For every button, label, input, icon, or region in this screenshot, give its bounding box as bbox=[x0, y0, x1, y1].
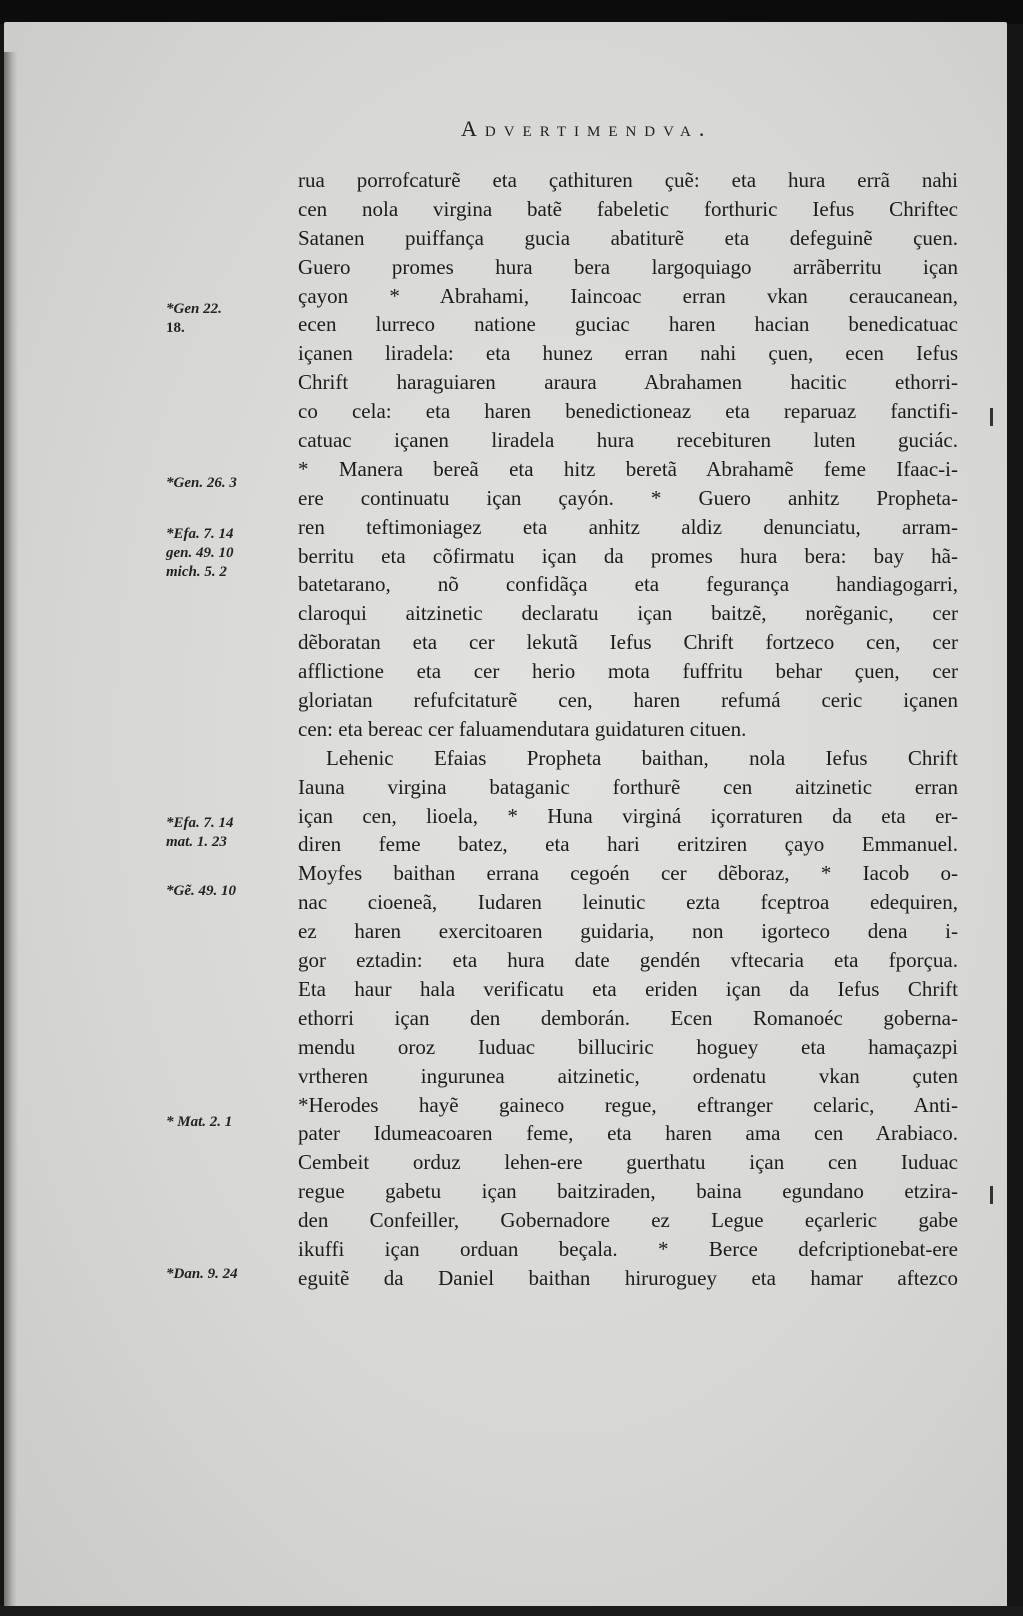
text-line: afflictione eta cer herio mota fuffritu behar çuen, cer bbox=[298, 659, 958, 684]
margin-note-line: gen. 49. 10 bbox=[166, 545, 234, 561]
margin-note-line: 18. bbox=[166, 320, 185, 336]
text-line: Lehenic Efaias Propheta baithan, nola Iefus Chrift bbox=[326, 745, 958, 770]
text-line: içanen liradela: eta hunez erran nahi çuen, ecen Iefus bbox=[298, 341, 958, 366]
text-line: eguitẽ da Daniel baithan hiruroguey eta hamar aftezco bbox=[298, 1265, 958, 1290]
margin-note bbox=[166, 882, 284, 901]
text-line: co cela: eta haren benedictioneaz eta reparuaz fanctifi- bbox=[298, 399, 958, 424]
margin-note-line: *Efa. 7. 14 bbox=[166, 526, 234, 542]
text-line: gor eztadin: eta hura date gendén vftecaria eta fporçua. bbox=[298, 948, 958, 973]
text-line: berritu eta cõfirmatu içan da promes hura bera: bay hã- bbox=[298, 543, 958, 568]
page-edge-mark bbox=[990, 408, 993, 426]
running-header: Advertimendva. bbox=[461, 116, 713, 141]
text-line: Moyfes baithan errana cegoén cer dẽboraz, * Iacob o- bbox=[298, 861, 958, 886]
margin-note bbox=[166, 1265, 284, 1284]
margin-note bbox=[166, 300, 284, 338]
text-line: gloriatan refufcitaturẽ cen, haren refumá ceric içanen bbox=[298, 688, 958, 713]
text-line: Eta haur hala verificatu eta eriden içan da Iefus Chrift bbox=[298, 976, 958, 1001]
scan-bottom-edge bbox=[0, 1606, 1023, 1616]
text-line: claroqui aitzinetic declaratu içan baitzẽ, norẽganic, cer bbox=[298, 601, 958, 626]
text-line: *Herodes hayẽ gaineco regue, eftranger celaric, Anti- bbox=[298, 1092, 958, 1117]
text-line: diren feme batez, eta hari eritziren çayo Emmanuel. bbox=[298, 832, 958, 857]
text-line: Guero promes hura bera largoquiago arrãberritu içan bbox=[298, 254, 958, 279]
text-line: nac cioeneã, Iudaren leinutic ezta fceptroa edequiren, bbox=[298, 890, 958, 915]
text-line: rua porrofcaturẽ eta çathituren çuẽ: eta hura errã nahi bbox=[298, 168, 958, 192]
body-text bbox=[298, 166, 958, 1293]
text-line: ethorri içan den demborán. Ecen Romanoéc goberna- bbox=[298, 1005, 958, 1030]
margin-note-line: * Mat. 2. 1 bbox=[166, 1114, 233, 1130]
text-line: cen: eta bereac cer faluamendutara guidaturen cituen. bbox=[298, 716, 747, 741]
margin-note-line: *Gen 22. bbox=[166, 301, 222, 317]
text-line: cen nola virgina batẽ fabeletic forthuric Iefus Chriftec bbox=[298, 196, 958, 221]
margin-note bbox=[166, 814, 284, 852]
text-line: ecen lurreco natione guciac haren hacian benedicatuac bbox=[298, 312, 958, 337]
margin-note-line: *Gen. 26. 3 bbox=[166, 475, 237, 491]
text-line: ikuffi içan orduan beçala. * Berce defcriptionebat-ere bbox=[298, 1236, 958, 1261]
margin-note-line: *Dan. 9. 24 bbox=[166, 1266, 238, 1282]
text-line: Satanen puiffança gucia abatiturẽ eta defeguinẽ çuen. bbox=[298, 225, 958, 250]
text-line: çayon * Abrahami, Iaincoac erran vkan ceraucanean, bbox=[298, 283, 958, 308]
margin-note bbox=[166, 474, 284, 493]
text-line: Cembeit orduz lehen-ere guerthatu içan cen Iuduac bbox=[298, 1150, 958, 1175]
text-line: dẽboratan eta cer lekutã Iefus Chrift fortzeco cen, cer bbox=[298, 630, 958, 655]
margin-note-line: *Gẽ. 49. 10 bbox=[166, 883, 236, 899]
text-line: Iauna virgina bataganic forthurẽ cen aitzinetic erran bbox=[298, 774, 958, 799]
text-line: vrtheren ingurunea aitzinetic, ordenatu vkan çuten bbox=[298, 1063, 958, 1088]
text-line: ren teftimoniagez eta anhitz aldiz denunciatu, arram- bbox=[298, 514, 958, 539]
text-line: den Confeiller, Gobernadore ez Legue eçarleric gabe bbox=[298, 1208, 958, 1233]
text-line: regue gabetu içan baitziraden, baina egundano etzira- bbox=[298, 1179, 958, 1204]
text-line: içan cen, lioela, * Huna virginá içorraturen da eta er- bbox=[298, 803, 958, 828]
page-binding-shadow bbox=[4, 52, 18, 1612]
margin-note-line: *Efa. 7. 14 bbox=[166, 815, 234, 831]
margin-note bbox=[166, 525, 284, 582]
text-line: ere continuatu içan çayón. * Guero anhitz Propheta- bbox=[298, 485, 958, 510]
text-line: mendu oroz Iuduac billuciric hoguey eta hamaçazpi bbox=[298, 1034, 958, 1059]
margin-note-line: mich. 5. 2 bbox=[166, 564, 227, 580]
page-edge-mark bbox=[990, 1186, 993, 1204]
text-line: batetarano, nõ confidãça eta fegurança handiagogarri, bbox=[298, 572, 958, 597]
text-line: catuac içanen liradela hura recebituren luten guciác. bbox=[298, 428, 958, 453]
scan-top-edge bbox=[0, 0, 1023, 24]
text-line: * Manera bereã eta hitz beretã Abrahamẽ feme Ifaac-i- bbox=[298, 456, 958, 481]
text-line: ez haren exercitoaren guidaria, non igorteco dena i- bbox=[298, 919, 958, 944]
margin-note bbox=[166, 1113, 284, 1132]
text-line: pater Idumeacoaren feme, eta haren ama cen Arabiaco. bbox=[298, 1121, 958, 1146]
text-line: Chrift haraguiaren araura Abrahamen hacitic ethorri- bbox=[298, 370, 958, 395]
margin-note-line: mat. 1. 23 bbox=[166, 834, 227, 850]
